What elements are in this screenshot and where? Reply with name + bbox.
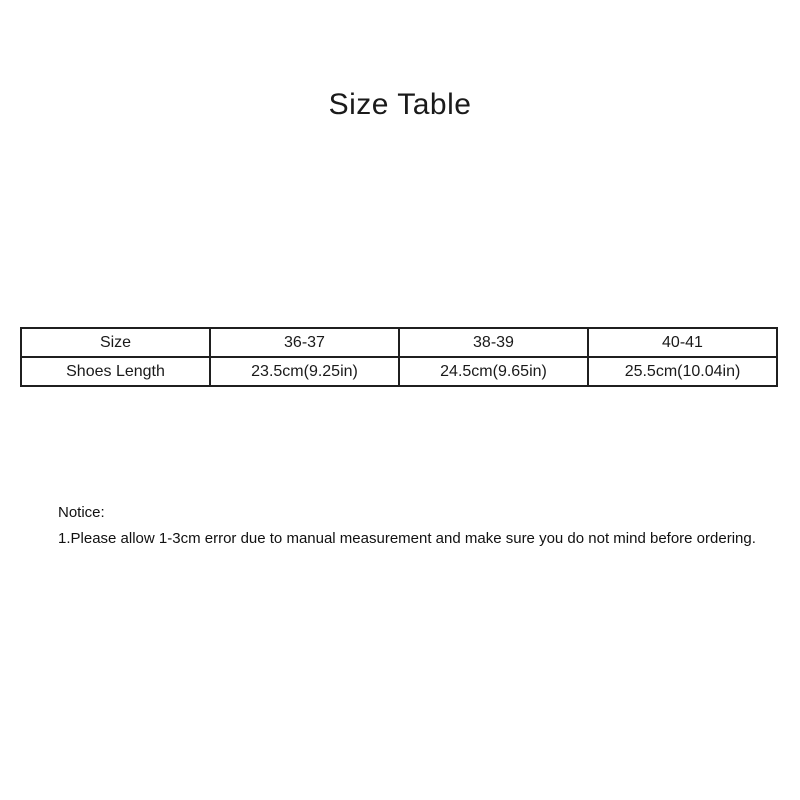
row-label-size: Size <box>21 328 210 357</box>
page-title: Size Table <box>328 88 472 121</box>
notice-heading: Notice: <box>58 504 105 521</box>
length-value-col-1: 23.5cm(9.25in) <box>210 357 399 386</box>
length-value-col-3: 25.5cm(10.04in) <box>588 357 777 386</box>
row-label-shoes-length: Shoes Length <box>21 357 210 386</box>
size-value-col-2: 38-39 <box>399 328 588 357</box>
size-value-col-3: 40-41 <box>588 328 777 357</box>
size-table <box>20 327 778 387</box>
notice-line-1: 1.Please allow 1-3cm error due to manual measurement and make sure you do not mind before ordering. <box>58 530 756 547</box>
table-row-shoes-length <box>21 357 777 386</box>
length-value-col-2: 24.5cm(9.65in) <box>399 357 588 386</box>
size-table-body <box>21 328 777 386</box>
size-value-col-1: 36-37 <box>210 328 399 357</box>
table-row-size <box>21 328 777 357</box>
notice-section <box>58 502 758 550</box>
